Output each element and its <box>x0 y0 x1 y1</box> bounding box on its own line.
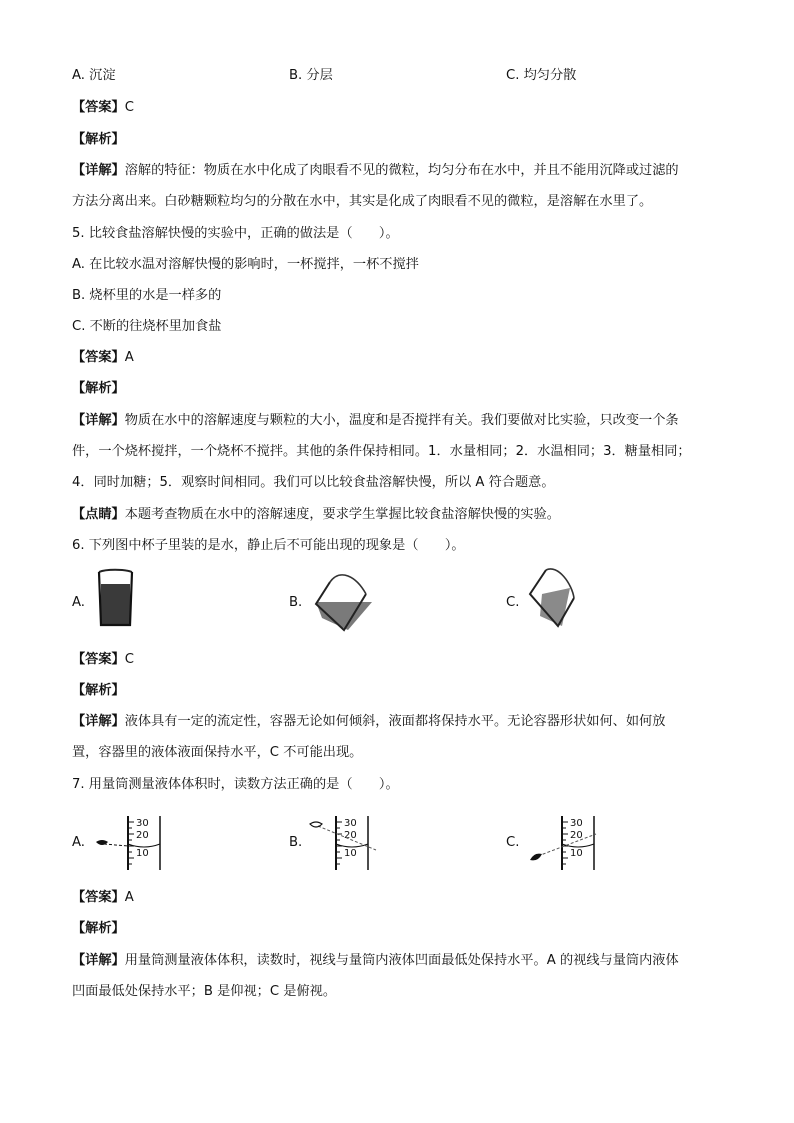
q7-detail-line-2: 凹面最低处保持水平；B 是仰视；C 是俯视。 <box>72 984 337 999</box>
detail-tag: 【详解】 <box>72 953 125 968</box>
q6-answer-line <box>72 650 134 670</box>
q6-detail-line-1 <box>72 712 665 732</box>
q6-figure-c-tilted-cup-tilted-water <box>520 560 590 636</box>
q5-option-b: B. 烧杯里的水是一样多的 <box>72 288 222 303</box>
q7-option-b-label: B. <box>289 835 303 850</box>
scale-label-30: 30 <box>136 818 149 829</box>
q5-detail-line-1 <box>72 411 679 431</box>
q4-option-a: A. 沉淀 <box>72 68 116 83</box>
q7-analysis-tag: 【解析】 <box>72 921 125 936</box>
q5-point-line <box>72 505 560 525</box>
q7-stem: 7. 用量筒测量液体体积时，读数方法正确的是（ ）。 <box>72 777 399 792</box>
q7-detail-text-1: 用量筒测量液体体积，读数时，视线与量筒内液体凹面最低处保持水平。A 的视线与量筒内液体 <box>124 953 679 968</box>
eye-icon <box>530 854 542 861</box>
answer-tag: 【答案】 <box>72 652 125 667</box>
q5-detail-line-3: 4．同时加糖；5．观察时间相同。我们可以比较食盐溶解快慢，所以 A 符合题意。 <box>72 475 555 490</box>
q6-figure-b-tilted-cup-level-water <box>308 560 378 636</box>
q6-option-b-label: B. <box>289 595 303 610</box>
q6-stem: 6. 下列图中杯子里装的是水，静止后不可能出现的现象是（ ）。 <box>72 538 465 553</box>
answer-tag: 【答案】 <box>72 100 125 115</box>
q6-detail-line-2: 置，容器里的液体液面保持水平，C 不可能出现。 <box>72 745 363 760</box>
scale-label-10: 10 <box>344 848 357 859</box>
q5-answer: A <box>124 350 134 365</box>
answer-tag: 【答案】 <box>72 350 125 365</box>
detail-tag: 【详解】 <box>72 413 125 428</box>
q7-answer: A <box>124 890 134 905</box>
q6-option-c-label: C. <box>506 595 520 610</box>
answer-tag: 【答案】 <box>72 890 125 905</box>
scale-label-20: 20 <box>344 830 357 841</box>
detail-tag: 【详解】 <box>72 163 125 178</box>
scale-label-30: 30 <box>570 818 583 829</box>
q7-option-c-label: C. <box>506 835 520 850</box>
q7-detail-line-1 <box>72 951 679 971</box>
q5-answer-line <box>72 348 134 368</box>
q4-detail-line-1 <box>72 161 679 181</box>
scale-label-10: 10 <box>570 848 583 859</box>
q5-option-a: A. 在比较水温对溶解快慢的影响时，一杯搅拌，一杯不搅拌 <box>72 257 419 272</box>
q7-answer-line <box>72 888 134 908</box>
q5-detail-line-2: 件，一个烧杯搅拌，一个烧杯不搅拌。其他的条件保持相同。1．水量相同；2．水温相同；3．糖量相同； <box>72 444 691 459</box>
scale-label-10: 10 <box>136 848 149 859</box>
q6-figure-a-upright-cup <box>90 566 140 630</box>
q5-stem: 5. 比较食盐溶解快慢的实验中，正确的做法是（ ）。 <box>72 226 399 241</box>
q7-figure-b-looking-up-reading <box>306 812 386 876</box>
q5-point-text: 本题考查物质在水中的溶解速度，要求学生掌握比较食盐溶解快慢的实验。 <box>124 507 560 522</box>
detail-tag: 【详解】 <box>72 714 125 729</box>
scale-label-30: 30 <box>344 818 357 829</box>
q7-option-a-label: A. <box>72 835 85 850</box>
scale-label-20: 20 <box>136 830 149 841</box>
q6-analysis-tag: 【解析】 <box>72 683 125 698</box>
scale-label-20: 20 <box>570 830 583 841</box>
q4-option-c: C. 均匀分散 <box>506 68 577 83</box>
q7-figure-c-looking-down-reading <box>524 812 604 876</box>
q6-answer: C <box>124 652 134 667</box>
q4-answer: C <box>124 100 134 115</box>
q4-option-b: B. 分层 <box>289 68 333 83</box>
q4-answer-line <box>72 98 134 118</box>
q4-detail-line-2: 方法分离出来。白砂糖颗粒均匀的分散在水中，其实是化成了肉眼看不见的微粒，是溶解在水里了。 <box>72 194 653 209</box>
eye-icon <box>310 822 322 827</box>
q7-figure-a-eye-level-reading <box>94 812 174 876</box>
q4-detail-text-1: 溶解的特征：物质在水中化成了肉眼看不见的微粒，均匀分布在水中，并且不能用沉降或过滤的 <box>124 163 679 178</box>
point-tag: 【点睛】 <box>72 507 125 522</box>
q6-option-a-label: A. <box>72 595 85 610</box>
q4-analysis-tag: 【解析】 <box>72 132 125 147</box>
q5-analysis-tag: 【解析】 <box>72 381 125 396</box>
q6-detail-text-1: 液体具有一定的流定性，容器无论如何倾斜，液面都将保持水平。无论容器形状如何、如何放 <box>124 714 666 729</box>
q5-option-c: C. 不断的往烧杯里加食盐 <box>72 319 222 334</box>
q5-detail-text-1: 物质在水中的溶解速度与颗粒的大小，温度和是否搅拌有关。我们要做对比实验，只改变一个条 <box>124 413 679 428</box>
